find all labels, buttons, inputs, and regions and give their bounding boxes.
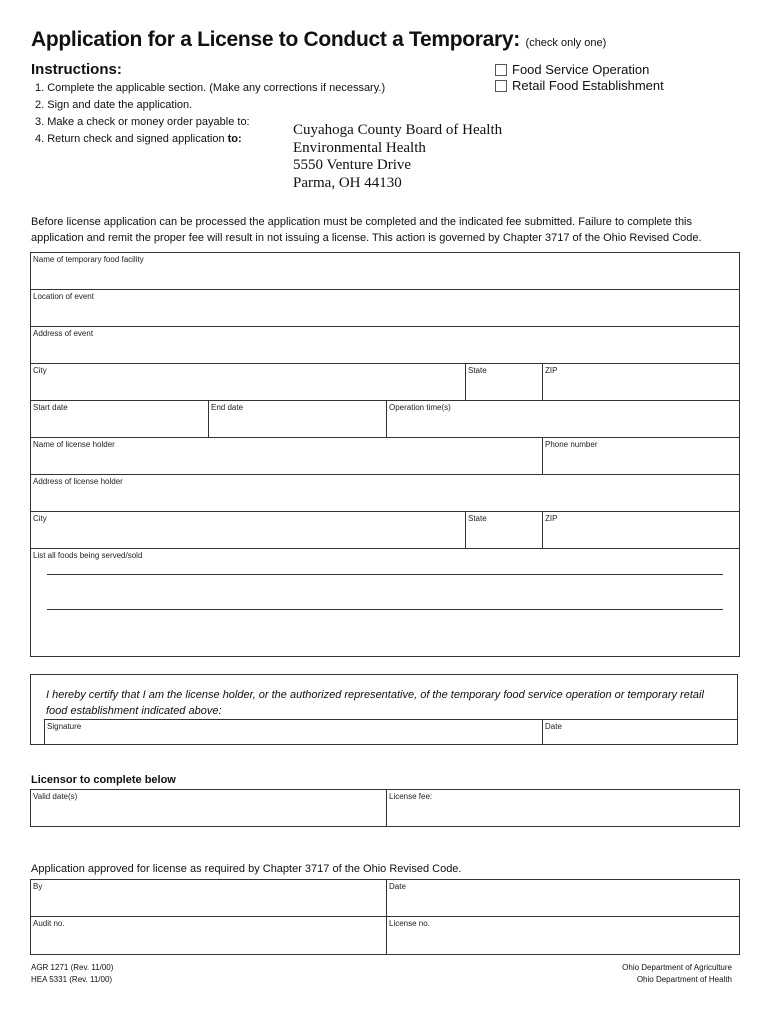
license-no-label: License no. [389, 919, 430, 928]
signature-date-cell [543, 720, 737, 744]
address-line-1: Cuyahoga County Board of Health [293, 122, 503, 138]
retail-food-checkbox[interactable] [495, 80, 507, 92]
start-date-label: Start date [33, 403, 68, 412]
food-service-label: Food Service Operation [512, 62, 650, 77]
holder-name-input[interactable] [31, 449, 542, 474]
facility-name-cell [31, 253, 739, 289]
event-address-input[interactable] [31, 338, 739, 363]
footer-dept-agriculture: Ohio Department of Agriculture [622, 963, 732, 972]
end-date-label: End date [211, 403, 244, 412]
approval-text: Application approved for license as required by Chapter 3717 of the Ohio Revised Code. [31, 863, 462, 875]
holder-city-input[interactable] [31, 523, 465, 548]
holder-state-label: State [468, 514, 487, 523]
event-city-input[interactable] [31, 375, 465, 400]
form-row-event-city [31, 364, 739, 401]
footer-departments [622, 962, 732, 986]
food-service-checkbox[interactable] [495, 64, 507, 76]
footer-dept-health: Ohio Department of Health [636, 975, 732, 984]
certification-text: I hereby certify that I am the license holder, or the authorized representative, of the temporary food service operation or temporary retail food establishment indicated above: [46, 689, 704, 717]
certification-box [30, 674, 738, 745]
valid-dates-cell [31, 790, 387, 826]
footer-hea-number: HEA 5331 (Rev. 11/00) [31, 975, 113, 984]
approval-date-cell [387, 880, 739, 916]
holder-zip-label: ZIP [545, 514, 558, 523]
holder-zip-cell [543, 512, 739, 548]
event-address-label: Address of event [33, 329, 94, 338]
foods-line-1[interactable] [47, 574, 723, 575]
page-title [31, 28, 606, 52]
instruction-step-2: 2. Sign and date the application. [35, 99, 193, 111]
approval-row-1 [31, 880, 739, 917]
approved-by-label: By [33, 882, 43, 891]
facility-name-label: Name of temporary food facility [33, 255, 144, 264]
license-no-cell [387, 917, 739, 954]
signature-row [44, 719, 738, 745]
phone-cell [543, 438, 739, 474]
license-fee-cell [387, 790, 739, 826]
start-date-input[interactable] [31, 412, 208, 437]
signature-date-input[interactable] [543, 731, 737, 744]
audit-no-cell [31, 917, 387, 954]
start-date-cell [31, 401, 209, 437]
form-row-event-address [31, 327, 739, 364]
holder-city-cell [31, 512, 466, 548]
footer-form-numbers [31, 962, 113, 986]
instruction-step-1: 1. Complete the applicable section. (Make any corrections if necessary.) [35, 82, 386, 94]
foods-cell[interactable] [31, 549, 739, 656]
event-zip-cell [543, 364, 739, 400]
address-line-4: Parma, OH 44130 [293, 174, 402, 191]
event-zip-label: ZIP [545, 366, 558, 375]
form-row-holder-city [31, 512, 739, 549]
facility-name-input[interactable] [31, 264, 739, 289]
form-row-location [31, 290, 739, 327]
processing-notice: Before license application can be processed the application must be completed and the indicated fee submitted. Failure to complete this application and remit the proper fee will result in not issuing a license. This action is governed by Chapter 3717 of the Ohio Revised Code. [31, 216, 702, 244]
holder-state-input[interactable] [466, 523, 542, 548]
approval-date-label: Date [389, 882, 406, 891]
license-fee-label: License fee: [389, 792, 433, 801]
license-fee-input[interactable] [387, 801, 739, 826]
signature-label: Signature [47, 722, 82, 731]
event-city-label: City [33, 366, 47, 375]
event-location-cell [31, 290, 739, 326]
operation-times-label: Operation time(s) [389, 403, 451, 412]
phone-input[interactable] [543, 449, 739, 474]
title-note: (check only one) [525, 37, 607, 49]
signature-cell[interactable] [45, 720, 543, 744]
valid-dates-label: Valid date(s) [33, 792, 78, 801]
approval-row-2 [31, 917, 739, 954]
licensor-heading: Licensor to complete below [31, 774, 176, 786]
foods-line-2[interactable] [47, 609, 723, 610]
form-row-foods [31, 549, 739, 656]
holder-city-label: City [33, 514, 47, 523]
option-retail-food[interactable] [495, 78, 664, 94]
mail-to-address [293, 122, 502, 192]
foods-label: List all foods being served/sold [33, 551, 143, 560]
licensor-box [30, 789, 740, 827]
operation-times-cell [387, 401, 739, 437]
approved-by-cell [31, 880, 387, 916]
holder-address-label: Address of license holder [33, 477, 123, 486]
audit-no-input[interactable] [31, 928, 386, 954]
form-row-holder-address [31, 475, 739, 512]
application-form [30, 252, 740, 657]
approval-date-input[interactable] [387, 891, 739, 916]
instructions-heading: Instructions: [31, 61, 122, 78]
license-no-input[interactable] [387, 928, 739, 954]
approved-by-input[interactable] [31, 891, 386, 916]
end-date-cell [209, 401, 387, 437]
event-location-input[interactable] [31, 301, 739, 326]
end-date-input[interactable] [209, 412, 386, 437]
event-address-cell [31, 327, 739, 363]
event-state-input[interactable] [466, 375, 542, 400]
footer-agr-number: AGR 1271 (Rev. 11/00) [31, 963, 114, 972]
event-location-label: Location of event [33, 292, 94, 301]
event-state-cell [466, 364, 543, 400]
event-zip-input[interactable] [543, 375, 739, 400]
address-line-2: Environmental Health [293, 139, 426, 156]
operation-times-input[interactable] [387, 412, 739, 437]
instruction-step-3: 3. Make a check or money order payable to: [35, 116, 250, 128]
audit-no-label: Audit no. [33, 919, 65, 928]
holder-state-cell [466, 512, 543, 548]
valid-dates-input[interactable] [31, 801, 386, 826]
license-type-options [495, 62, 664, 94]
approval-box [30, 879, 740, 955]
form-row-dates [31, 401, 739, 438]
option-food-service[interactable] [495, 62, 664, 78]
holder-name-cell [31, 438, 543, 474]
event-city-cell [31, 364, 466, 400]
title-text: Application for a License to Conduct a Temporary: [31, 28, 520, 51]
holder-address-input[interactable] [31, 486, 739, 511]
signature-date-label: Date [545, 722, 562, 731]
instruction-step-4-text: 4. Return check and signed application [35, 133, 225, 145]
holder-name-label: Name of license holder [33, 440, 115, 449]
holder-zip-input[interactable] [543, 523, 739, 548]
holder-address-cell [31, 475, 739, 511]
instruction-step-4-bold: to: [227, 133, 242, 145]
form-row-facility [31, 253, 739, 290]
phone-label: Phone number [545, 440, 598, 449]
event-state-label: State [468, 366, 487, 375]
address-line-3: 5550 Venture Drive [293, 157, 412, 173]
retail-food-label: Retail Food Establishment [512, 78, 664, 93]
form-row-holder [31, 438, 739, 475]
licensor-row [31, 790, 739, 826]
